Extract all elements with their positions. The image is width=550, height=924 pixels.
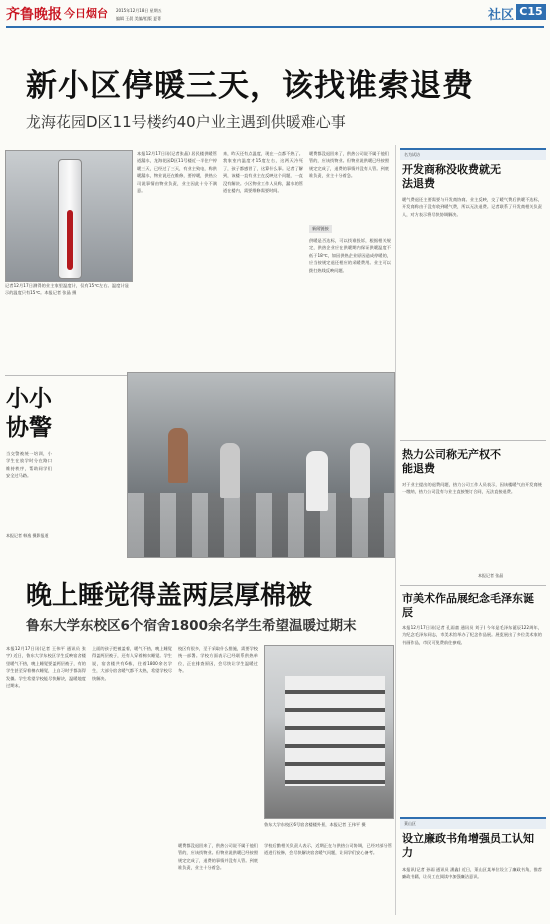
side-item3-text: 本报12月17日讯(记者 孔雨童 通讯员 刘子) 今年是毛泽东诞辰122周年，为纪念毛泽东同志，市美术馆举办了纪念作品展。展览展出了多位美术家的书画作品，市民可免费前往参观。 xyxy=(402,625,542,645)
main-story-col1: 本报12月17日讯(记者张晶) 居民楼供暖管道漏水，龙海花园D区11号楼近一半住户停暖三天，已经过了三天，有业主致电，称供暖漏水，物业说还在维修，要停暖，供热公司说事情由物业负责，业主因此十分不满意。 xyxy=(137,151,217,194)
dormitory-photo xyxy=(264,645,394,819)
photo-caption: 记者12月17日测得的业主家里温度计，仅有15℃左右。温度计显示的温度只有15℃。本报记者 张晶 摄 xyxy=(5,283,129,296)
side-band2-title: 莱山区 xyxy=(404,821,416,826)
main-subheadline: 龙海花园D区11号楼约40户业主遇到供暖难心事 xyxy=(26,113,346,131)
lower-photo-caption: 鲁东大学东校区6号宿舍楼楼外景，本报记者 王伟平 摄 xyxy=(264,822,366,827)
lower-story-col3b: 暖费都没退回来了，供热公司说不属于他们管的，应该找物业。但物业说供暖已经按照规定完成了，退费的事情并没有人管。到底谁负责，业主十分着急。 xyxy=(178,843,258,871)
student-figure-2 xyxy=(220,443,240,498)
building-facade xyxy=(285,676,385,786)
side-item4-text: 本报讯(记者 孙雨 通讯员 潘鑫) 近日，莱山区某单位设立了廉政书角，推荐廉政书籍，让员工在阅读中加强廉洁意识。 xyxy=(402,867,542,880)
editors-line: 编辑 王晨 美编/组版 夏菁 xyxy=(116,16,162,21)
side-item4-title: 设立廉政书角增强员工认知力 xyxy=(402,832,534,859)
date-line: 2015年12月18日 星期五 xyxy=(116,8,162,13)
side-band-2 xyxy=(400,817,546,829)
lower-story-col1: 本报12月17日讯(记者 王伟平 通讯员 张宇) 近日，鲁东大学东校区学生反映宿舍楼里暖气不热，晚上睡觉要盖两层被子，有的学生甚至穿着棉衣睡觉，上自习时手都冻得发僵。学生希望学校能尽快解决，温暖地度过期末。 xyxy=(6,646,86,689)
thermometer-graphic xyxy=(58,159,82,279)
side-item2-title: 热力公司称无产权不能退费 xyxy=(402,448,501,475)
crosswalk-stripes xyxy=(128,493,394,557)
section-name: 社区 xyxy=(488,8,515,23)
side-item1-text: 暖气费退还主要需要与开发商协商。业主反映，交了暖气费后供暖不达标，开发商称由于没有收到暖气费，所以无法退费。记者联系了开发商相关负责人，对方表示将尽快协调解决。 xyxy=(402,197,542,217)
side-band-title: 名为试访 xyxy=(404,152,420,157)
lower-headline: 晚上睡觉得盖两层厚棉被 xyxy=(26,581,313,611)
main-headline: 新小区停暖三天，该找谁索退费 xyxy=(26,68,474,104)
masthead xyxy=(0,0,550,34)
mid-credit: 本报记者 韩逸 摄影报道 xyxy=(6,533,49,538)
news-link-box xyxy=(309,215,391,365)
mid-title: 小小协警 xyxy=(6,386,52,441)
page-number: C15 xyxy=(516,4,546,20)
edition-name: 今日烟台 xyxy=(64,7,108,20)
side-band xyxy=(400,148,546,160)
side-item3-title: 市美术作品展纪念毛泽东诞辰 xyxy=(402,592,534,619)
masthead-rule xyxy=(6,26,544,28)
paper-logo: 齐鲁晚报 xyxy=(6,7,62,23)
lower-story-col2: 上面的孩子把被盖着，暖气不热，晚上睡觉得盖两层被子，还有人穿着棉衣睡觉。学生说，宿舍楼共有6栋，住着1800余名学生，大部分宿舍暖气都不太热，希望学校尽快解决。 xyxy=(92,646,172,681)
crossing-guard-photo xyxy=(127,372,395,558)
side-item2-credit: 本报记者 张晶 xyxy=(478,573,504,578)
news-link-title: 新闻链接 xyxy=(309,225,332,233)
thermometer-photo xyxy=(5,150,133,282)
lower-story-col4: 学校后勤相关负责人表示，近期正在与供热公司协调，已经对部分管道进行检修，会尽快解决宿舍暖气问题，让同学们安心备考。 xyxy=(264,843,392,856)
side-item2-text: 对于业主提出的退费问题，热力公司工作人员表示，因该楼暖气由开发商统一缴纳，热力公司没有与业主直接签订合同，无法直接退费。 xyxy=(402,482,542,495)
side-column-divider xyxy=(395,145,396,915)
lower-subheadline: 鲁东大学东校区6个宿舍1800余名学生希望温暖过期末 xyxy=(26,618,357,634)
news-link-text: 供暖是否达标，可以找谁投诉，根据相关规定，供热企业应在供暖期内保证供暖温度不低于18℃，如因供热企业原因造成停暖的，应当按规定退还相应的采暖费用。业主可以拨打热线反映问题。 xyxy=(309,238,391,273)
student-figure-1 xyxy=(168,428,188,483)
side-rule-1 xyxy=(400,440,546,441)
lower-story-col3: 校区有很多，至于采取什么措施，需要学校统一部署。学校方面表示已经联系供热单位，正在排查原因，会尽快让学生温暖过冬。 xyxy=(178,646,258,674)
student-figure-4 xyxy=(350,443,370,498)
student-figure-3 xyxy=(306,451,328,511)
side-rule-2 xyxy=(400,585,546,586)
mid-caption: 当交警被统一培训，小学生在放学时分在路口维持秩序，帮助同学们安全过马路。 xyxy=(6,451,52,479)
main-story-col3: 暖费都没退回来了，供热公司说不属于他们管的，应该找物业。但物业说供暖已经按照规定完成了，退费的事情并没有人管。到底谁负责，业主十分着急。 xyxy=(309,151,389,179)
side-item1-title: 开发商称没收费就无法退费 xyxy=(402,163,501,190)
main-story-col2: 来，昨天还有点温度，现在一点都不热了。我家室内温度才15度左右，这两天冷死了，孩子都感冒了，这算什么事。记者了解到，该楼一直有业主在反映这个问题，一直没有解决。小区物业工作人员称，漏水的管道在楼内，需要维修需要时间。 xyxy=(223,151,303,194)
